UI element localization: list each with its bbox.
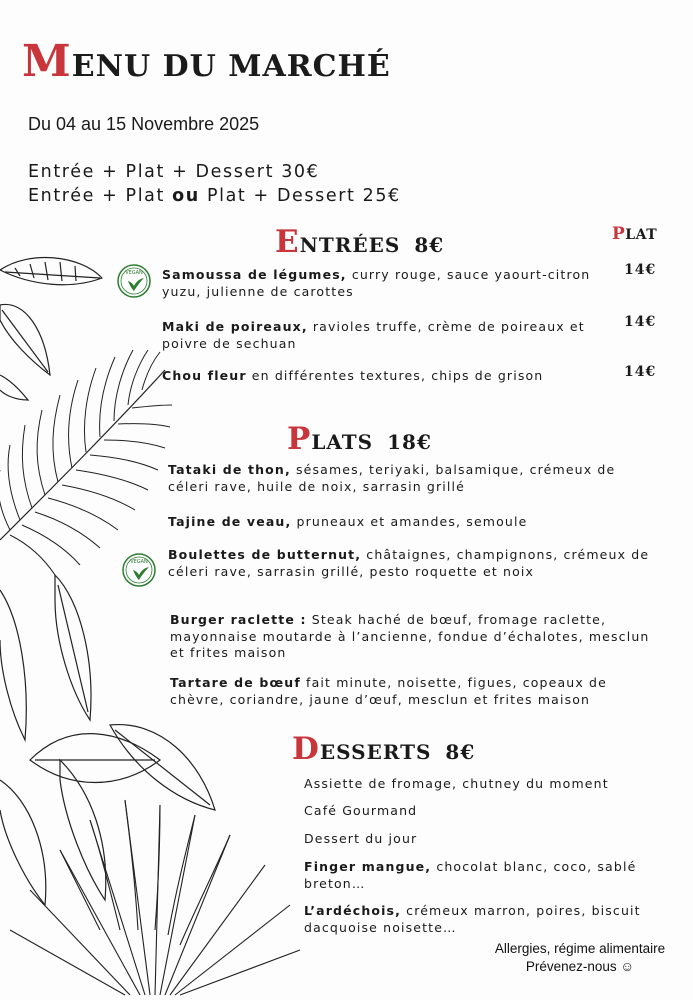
svg-text:VEGAN: VEGAN — [125, 270, 143, 276]
menu-item-plat-2: Tajine de veau, pruneaux et amandes, semoule — [168, 514, 528, 529]
allergy-line-1: Allergies, régime alimentaire — [494, 941, 666, 956]
menu-item-entree-2: Maki de poireaux, ravioles truffe, crème de poireaux et poivre de sechuan — [162, 319, 585, 351]
section-title-plats: PLATS 18€ — [287, 421, 432, 457]
section-title-entrees: ENTRÉES 8€ — [275, 224, 445, 260]
menu-item-plat-3: Boulettes de butternut, châtaignes, champignons, crémeux de céleri rave, sarrasin grillé, pesto roquette et noix — [168, 547, 650, 579]
menu-item-dessert-5: L’ardéchois, crémeux marron, poires, biscuit dacquoise noisette… — [304, 903, 641, 935]
plat-price: 14€ — [624, 314, 657, 330]
menu-title-initial: M — [22, 36, 72, 87]
formula-line-2: Entrée + Plat ou Plat + Dessert 25€ — [28, 186, 401, 206]
menu-item-dessert-2: Café Gourmand — [304, 803, 418, 818]
vegan-badge-icon — [122, 553, 156, 587]
menu-item-plat-4: Burger raclette : Steak haché de bœuf, fromage raclette, mayonnaise moutarde à l’ancienne, fondue d’échalotes, mesclun et frites maison — [170, 612, 650, 660]
menu-title — [22, 36, 391, 87]
vegan-badge-icon — [117, 264, 151, 298]
menu-item-dessert-3: Dessert du jour — [304, 831, 418, 846]
menu-item-dessert-4: Finger mangue, chocolat blanc, coco, sablé breton… — [304, 859, 637, 891]
plat-column-header: PLAT — [612, 224, 658, 244]
menu-item-entree-3: Chou fleur en différentes textures, chips de grison — [162, 368, 544, 383]
plat-price: 14€ — [624, 364, 657, 380]
section-title-desserts: DESSERTS 8€ — [292, 731, 476, 767]
menu-item-dessert-1: Assiette de fromage, chutney du moment — [304, 776, 609, 791]
menu-dates: Du 04 au 15 Novembre 2025 — [28, 114, 260, 134]
svg-text:VEGAN: VEGAN — [130, 559, 148, 565]
menu-item-plat-1: Tataki de thon, sésames, teriyaki, balsamique, crémeux de céleri rave, huile de noix, sarrasin grillé — [168, 462, 616, 494]
formula-line-1: Entrée + Plat + Dessert 30€ — [28, 162, 320, 182]
plat-price: 14€ — [624, 262, 657, 278]
menu-title-rest: ENU DU MARCHÉ — [71, 49, 391, 84]
menu-item-plat-5: Tartare de bœuf fait minute, noisette, figues, copeaux de chèvre, coriandre, jaune d’œuf, mesclun et frites maison — [170, 675, 607, 707]
allergy-notice — [475, 940, 685, 976]
allergy-line-2: Prévenez-nous ☺ — [525, 959, 635, 974]
menu-item-entree-1: Samoussa de légumes, curry rouge, sauce yaourt-citron yuzu, julienne de carottes — [162, 267, 591, 299]
